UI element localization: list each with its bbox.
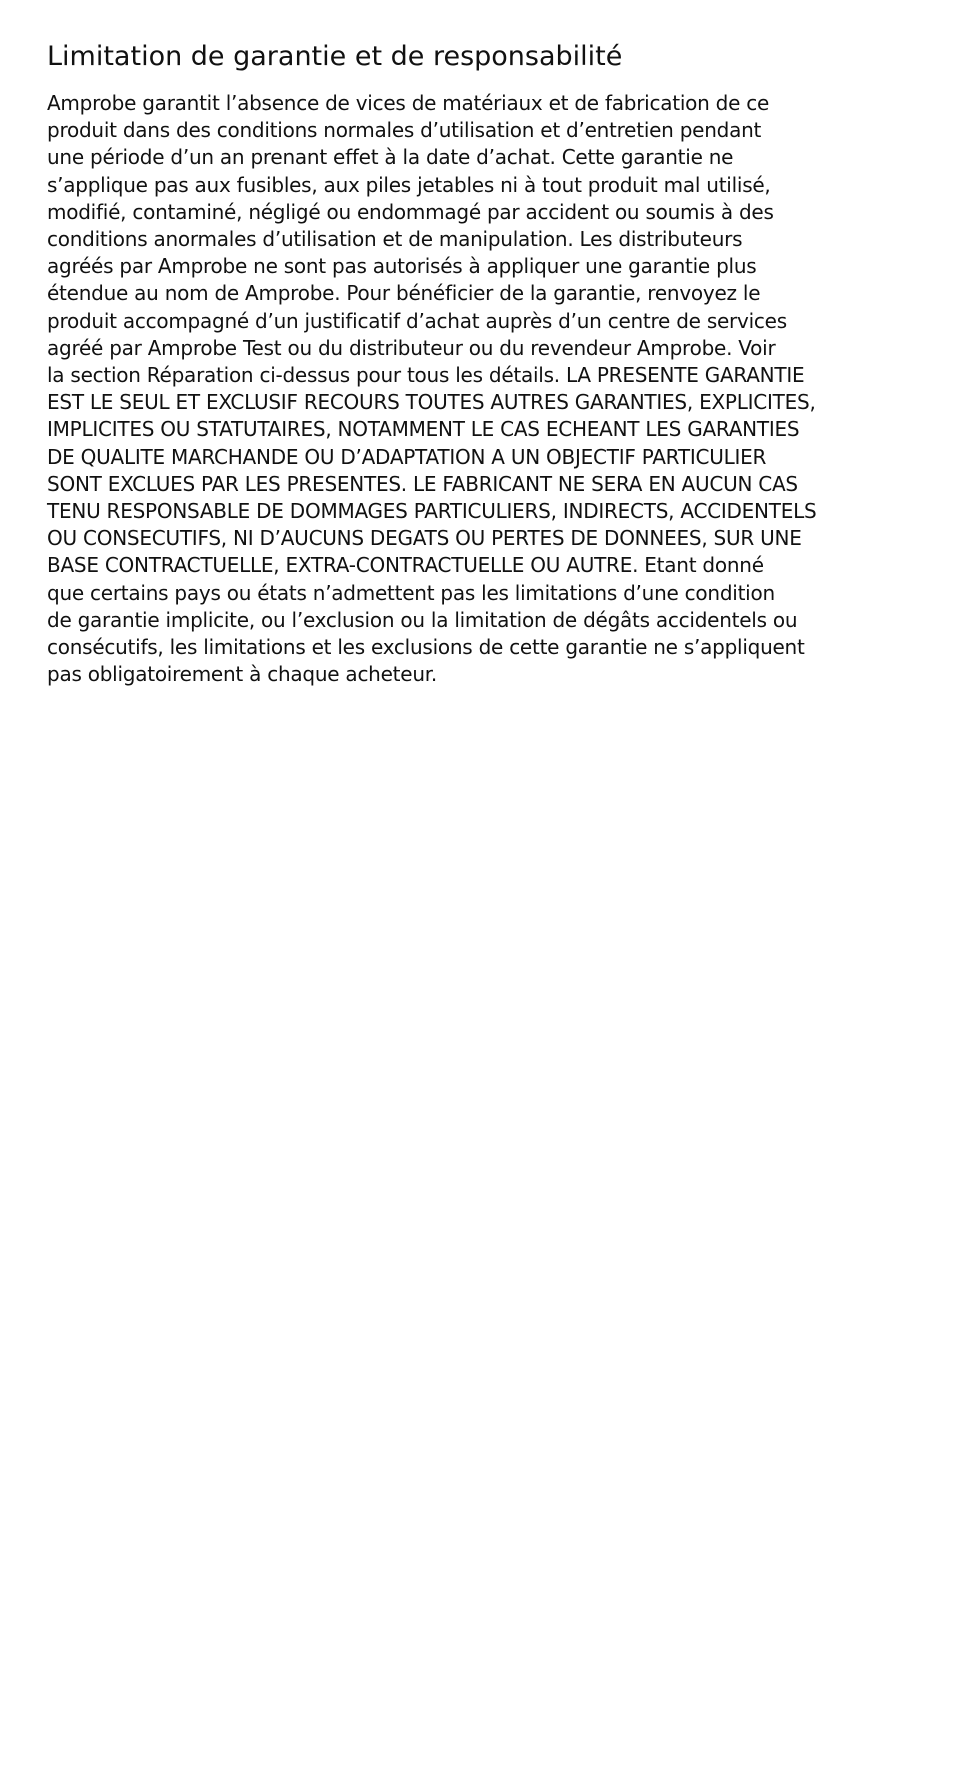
paragraph-line: OU CONSECUTIFS, NI D’AUCUNS DEGATS OU PERTES DE DONNEES, SUR UNE — [47, 526, 802, 551]
paragraph-line: étendue au nom de Amprobe. Pour bénéficier de la garantie, renvoyez le — [47, 281, 761, 306]
paragraph-line: consécutifs, les limitations et les exclusions de cette garantie ne s’appliquent — [47, 635, 805, 660]
paragraph-line: la section Réparation ci-dessus pour tous les détails. LA PRESENTE GARANTIE — [47, 363, 805, 388]
warranty-section — [47, 38, 907, 688]
paragraph-line: TENU RESPONSABLE DE DOMMAGES PARTICULIERS, INDIRECTS, ACCIDENTELS — [47, 499, 817, 524]
paragraph-line: produit dans des conditions normales d’utilisation et d’entretien pendant — [47, 118, 762, 143]
paragraph-line: modifié, contaminé, négligé ou endommagé par accident ou soumis à des — [47, 199, 774, 224]
paragraph-line: conditions anormales d’utilisation et de manipulation. Les distributeurs — [47, 227, 743, 252]
paragraph-line: produit accompagné d’un justificatif d’achat auprès d’un centre de services — [47, 308, 787, 333]
paragraph-line: EST LE SEUL ET EXCLUSIF RECOURS TOUTES AUTRES GARANTIES, EXPLICITES, — [47, 390, 816, 415]
paragraph-line: s’applique pas aux fusibles, aux piles jetables ni à tout produit mal utilisé, — [47, 172, 771, 197]
paragraph-line: agréés par Amprobe ne sont pas autorisés à appliquer une garantie plus — [47, 254, 757, 279]
paragraph-line: de garantie implicite, ou l’exclusion ou la limitation de dégâts accidentels ou — [47, 607, 798, 632]
paragraph-line: DE QUALITE MARCHANDE OU D’ADAPTATION A UN OBJECTIF PARTICULIER — [47, 444, 767, 469]
paragraph-line: Amprobe garantit l’absence de vices de matériaux et de fabrication de ce — [47, 91, 770, 115]
section-title: Limitation de garantie et de responsabilité — [47, 41, 623, 72]
paragraph-line: SONT EXCLUES PAR LES PRESENTES. LE FABRICANT NE SERA EN AUCUN CAS — [47, 471, 798, 496]
paragraph-line: que certains pays ou états n’admettent pas les limitations d’une condition — [47, 580, 775, 605]
warranty-paragraph — [47, 90, 907, 688]
paragraph-line: une période d’un an prenant effet à la date d’achat. Cette garantie ne — [47, 145, 734, 170]
paragraph-line: BASE CONTRACTUELLE, EXTRA-CONTRACTUELLE OU AUTRE. Etant donné — [47, 553, 764, 578]
paragraph-line: pas obligatoirement à chaque acheteur. — [47, 662, 437, 687]
paragraph-line: agréé par Amprobe Test ou du distributeur ou du revendeur Amprobe. Voir — [47, 335, 776, 360]
paragraph-line: IMPLICITES OU STATUTAIRES, NOTAMMENT LE CAS ECHEANT LES GARANTIES — [47, 417, 800, 442]
